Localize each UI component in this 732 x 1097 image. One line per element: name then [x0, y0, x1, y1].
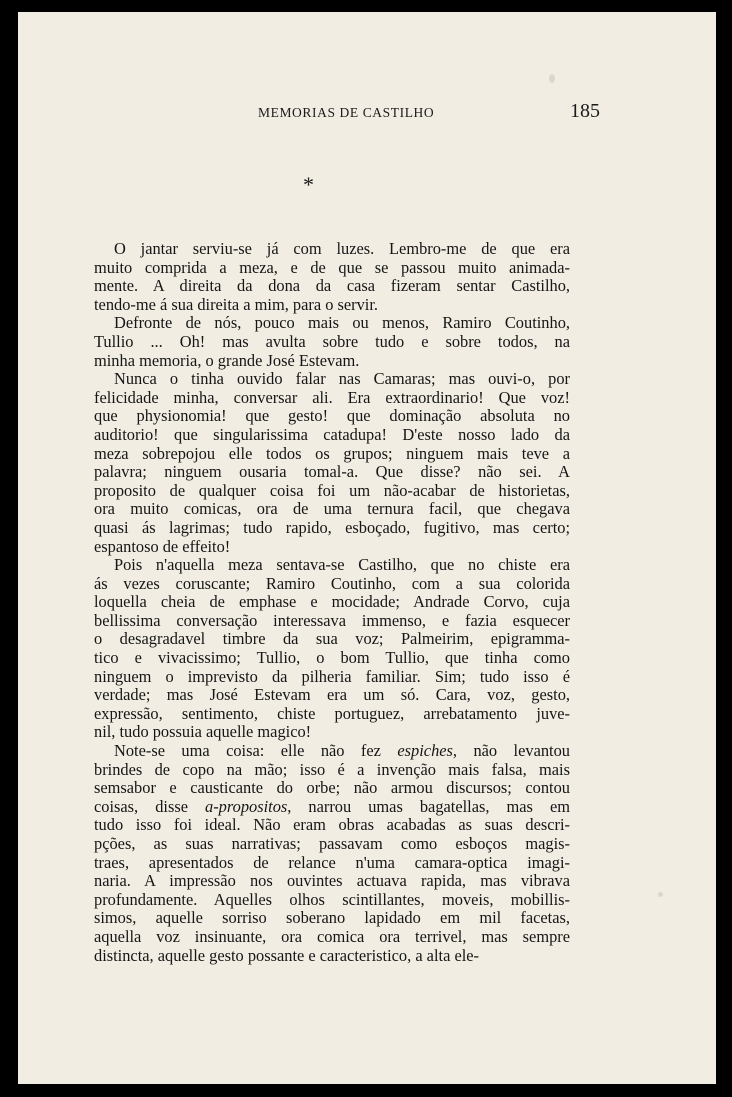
- paragraph: [94, 314, 570, 370]
- text-line: traes, apresentados de relance n'uma camara-optica imagi-: [94, 852, 570, 872]
- text-line: loquella cheia de emphase e mocidade; Andrade Corvo, cuja: [94, 592, 570, 612]
- paragraph: [94, 240, 570, 314]
- text-line: expressão, sentimento, chiste portuguez, arrebatamento juve-: [94, 703, 570, 723]
- page-number: 185: [570, 100, 600, 122]
- text-line: ninguem o imprevisto da pilheria familiar. Sim; tudo isso é: [94, 666, 570, 686]
- text-line: naria. A impressão nos ouvintes actuava rapida, mas vibrava: [94, 871, 570, 891]
- text-line: Defronte de nós, pouco mais ou menos, Ramiro Coutinho,: [114, 313, 570, 333]
- text-line: muito comprida a meza, e de que se passou muito animada-: [94, 257, 570, 277]
- paragraph: [94, 556, 570, 742]
- text-line: palavra; ninguem ousaria tomal-a. Que disse? não sei. A: [94, 462, 570, 482]
- text-line: ás vezes coruscante; Ramiro Coutinho, com a sua colorida: [94, 573, 570, 593]
- text-line: aquella voz insinuante, ora comica ora terrivel, mas sempre: [94, 926, 570, 946]
- text-line: Pois n'aquella meza sentava-se Castilho, que no chiste era: [114, 555, 570, 575]
- text-line: Note-se uma coisa: elle não fez espiches, não levantou: [114, 741, 570, 761]
- text-line: que physionomia! que gesto! que dominação absoluta no: [94, 406, 570, 426]
- text-line: profundamente. Aquelles olhos scintillantes, moveis, mobillis-: [94, 889, 570, 909]
- text-line: distincta, aquelle gesto possante e caracteristico, a alta ele-: [94, 945, 480, 965]
- text-line: verdade; mas José Estevam era um só. Cara, voz, gesto,: [94, 685, 570, 705]
- paragraph: [94, 370, 570, 556]
- text-line: brindes de copo na mão; isso é a invenção mais falsa, mais: [94, 759, 570, 779]
- text-line: bellissima conversação interessava immenso, e fazia esquecer: [94, 610, 570, 630]
- text-line: auditorio! que singularissima catadupa! D'este nosso lado da: [94, 424, 570, 444]
- text-line: Nunca o tinha ouvido falar nas Camaras; mas ouvi-o, por: [114, 369, 570, 389]
- text-line: simos, aquelle sorriso soberano lapidado em mil facetas,: [94, 908, 570, 928]
- text-line: tendo-me á sua direita a mim, para o servir.: [94, 294, 379, 314]
- text-line: ora muito comicas, ora de uma ternura facil, que chegava: [94, 499, 570, 519]
- text-line: tico e vivacissimo; Tullio, o bom Tullio, que tinha como: [94, 648, 570, 668]
- section-asterisk: *: [303, 172, 314, 197]
- paper-spot: [549, 74, 555, 83]
- text-line: mente. A direita da dona da casa fizeram sentar Castilho,: [94, 276, 570, 296]
- text-line: o desagradavel timbre da sua voz; Palmeirim, epigramma-: [94, 629, 570, 649]
- text-line: meza sobrepojou elle todos os grupos; ninguem mais teve a: [94, 443, 570, 463]
- paper-spot: [658, 892, 663, 897]
- text-line: semsabor e causticante do orbe; não armou discursos; contou: [94, 778, 570, 798]
- text-line: felicidade minha, conversar ali. Era extraordinario! Que voz!: [94, 387, 570, 407]
- text-line: proposito de qualquer coisa foi um não-acabar de historietas,: [94, 480, 570, 500]
- text-line: Tullio ... Oh! mas avulta sobre tudo e sobre todos, na: [94, 331, 570, 351]
- text-line: espantoso de effeito!: [94, 536, 231, 556]
- paragraph: [94, 742, 570, 965]
- text-line: tudo isso foi ideal. Não eram obras acabadas as suas descri-: [94, 815, 570, 835]
- running-title: MEMORIAS DE CASTILHO: [258, 105, 435, 120]
- text-line: quasi ás lagrimas; tudo rapido, esboçado, fugitivo, mas certo;: [94, 517, 570, 537]
- text-line: minha memoria, o grande José Estevam.: [94, 350, 360, 370]
- book-page: [18, 12, 716, 1084]
- page-header: [258, 89, 608, 129]
- text-line: nil, tudo possuia aquelle magico!: [94, 722, 312, 742]
- text-line: coisas, disse a-propositos, narrou umas bagatellas, mas em: [94, 796, 570, 816]
- body-text: [94, 240, 570, 965]
- text-line: O jantar serviu-se já com luzes. Lembro-me de que era: [114, 239, 570, 258]
- text-line: pções, as suas narrativas; passavam como esboços magis-: [94, 834, 570, 853]
